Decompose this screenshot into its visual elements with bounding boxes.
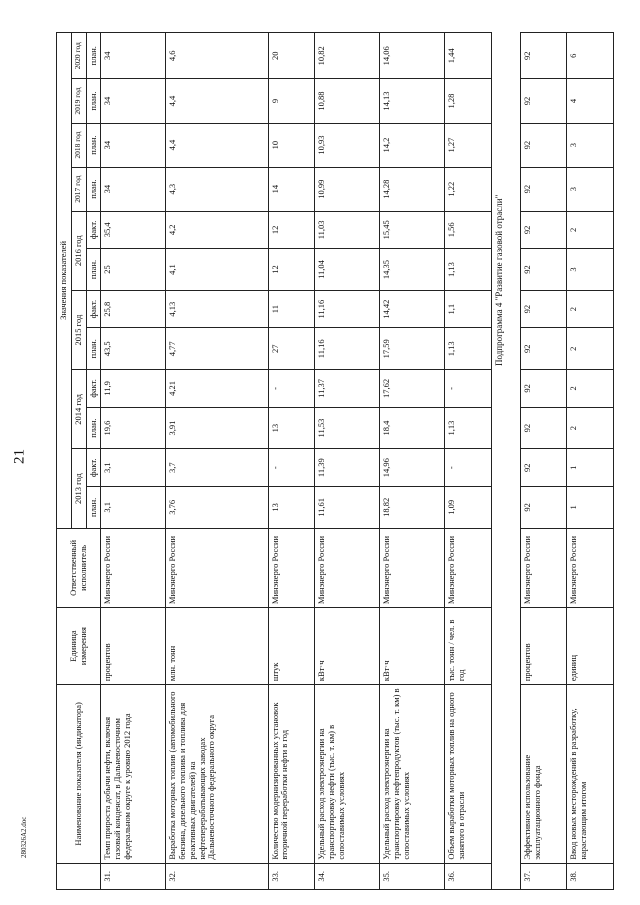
value-cell: 1,13 [445,249,492,291]
table-row [380,33,445,890]
value-cell: 2 [567,211,614,248]
value-cell: 14,35 [380,249,445,291]
value-cell: 4 [567,79,614,123]
value-cell: 13 [268,486,315,528]
subprogram-heading: Подпрограмма 4 "Развитие газовой отрасли" [491,33,520,529]
value-cell: 27 [268,328,315,370]
header-year-2015: 2015 год [71,290,86,369]
value-cell: - [445,370,492,407]
value-cell: 2 [567,370,614,407]
header-year-2020: 2020 год [71,33,86,80]
header-year-2013: 2013 год [71,449,86,528]
row-number: 37. [520,863,567,889]
value-cell: 25,8 [101,290,166,327]
value-cell: 11,37 [315,370,380,407]
value-cell: 20 [268,33,315,80]
value-cell: 4,6 [166,33,268,80]
table-header [57,33,101,890]
row-number: 36. [445,863,492,889]
value-cell: 92 [520,249,567,291]
value-cell: 4,3 [166,167,268,211]
value-cell: 3 [567,123,614,167]
header-plan: план. [86,407,101,449]
value-cell: 14,42 [380,290,445,327]
table-row [520,33,567,890]
header-plan: план. [86,249,101,291]
header-fact: факт. [86,449,101,486]
indicator-name: Выработка моторных топлив (автомобильного бензина, дизельного топлива и топлива для реактивных двигателей) на нефтеперерабатывающих заводах Дальневосточного федерального округа [166,685,268,863]
unit-of-measure: кВт·ч [315,608,380,685]
value-cell: 18,4 [380,407,445,449]
responsible-executor: Минэнерго России [445,528,492,607]
page-number: 21 [11,449,28,464]
header-year-2016: 2016 год [71,211,86,290]
value-cell: 4,2 [166,211,268,248]
footer-filename: 280326A2.doc [20,816,28,858]
value-cell: 10 [268,123,315,167]
value-cell: - [268,449,315,486]
value-cell: 12 [268,211,315,248]
unit-of-measure: процентов [520,608,567,685]
row-number: 31. [101,863,166,889]
value-cell: 3,1 [101,486,166,528]
value-cell: 10,88 [315,79,380,123]
value-cell: 92 [520,79,567,123]
unit-of-measure: единиц [567,608,614,685]
value-cell: 14,2 [380,123,445,167]
value-cell: 1,28 [445,79,492,123]
value-cell: 11,04 [315,249,380,291]
value-cell: 92 [520,211,567,248]
value-cell: 1,09 [445,486,492,528]
table-body [101,33,491,890]
row-number: 34. [315,863,380,889]
value-cell: 92 [520,290,567,327]
header-plan: план. [86,328,101,370]
value-cell: 1,1 [445,290,492,327]
value-cell: 11,16 [315,328,380,370]
value-cell: 13 [268,407,315,449]
value-cell: 19,6 [101,407,166,449]
value-cell: 15,45 [380,211,445,248]
value-cell: 4,21 [166,370,268,407]
value-cell: 34 [101,167,166,211]
value-cell: 35,4 [101,211,166,248]
value-cell: 11,61 [315,486,380,528]
value-cell: 10,93 [315,123,380,167]
table-body-2 [520,33,613,890]
header-year-2019: 2019 год [71,79,86,123]
subprogram-heading-row [491,33,520,890]
header-num [57,863,101,889]
value-cell: 92 [520,370,567,407]
value-cell: 34 [101,33,166,80]
value-cell: 4,77 [166,328,268,370]
value-cell: 3,1 [101,449,166,486]
unit-of-measure: кВт·ч [380,608,445,685]
responsible-executor: Минэнерго России [268,528,315,607]
header-fact: факт. [86,211,101,248]
row-number: 35. [380,863,445,889]
header-plan: план. [86,123,101,167]
table-row [166,33,268,890]
unit-of-measure: тыс. тонн / чел. в год [445,608,492,685]
header-fact: факт. [86,290,101,327]
value-cell: 11,9 [101,370,166,407]
value-cell: 17,62 [380,370,445,407]
table-row [268,33,315,890]
value-cell: 92 [520,328,567,370]
header-plan: план. [86,33,101,80]
indicator-name: Удельный расход электроэнергии на транспортировку нефтепродуктов (тыс. т. км) в сопоставимых условиях [380,685,445,863]
value-cell: 4,1 [166,249,268,291]
value-cell: 1,13 [445,407,492,449]
header-plan: план. [86,486,101,528]
value-cell: 6 [567,33,614,80]
indicator-name: Эффективное использование эксплуатационного фонда [520,685,567,863]
header-year-2017: 2017 год [71,167,86,211]
value-cell: 92 [520,123,567,167]
value-cell: 1,22 [445,167,492,211]
row-number: 33. [268,863,315,889]
value-cell: 3 [567,167,614,211]
indicator-name: Ввод новых месторождений в разработку, нарастающим итогом [567,685,614,863]
value-cell: 14,13 [380,79,445,123]
header-plan: план. [86,167,101,211]
responsible-executor: Минэнерго России [166,528,268,607]
value-cell: 12 [268,249,315,291]
value-cell: 3,7 [166,449,268,486]
unit-of-measure: млн. тонн [166,608,268,685]
header-year-2018: 2018 год [71,123,86,167]
value-cell: 4,4 [166,79,268,123]
value-cell: 11,39 [315,449,380,486]
value-cell: 14,28 [380,167,445,211]
responsible-executor: Минэнерго России [567,528,614,607]
value-cell: 4,4 [166,123,268,167]
unit-of-measure: процентов [101,608,166,685]
value-cell: 3 [567,249,614,291]
header-name: Наименование показателя (индикатора) [57,685,101,863]
value-cell: 25 [101,249,166,291]
value-cell: 92 [520,449,567,486]
value-cell: 14 [268,167,315,211]
header-values: Значения показателей [57,33,72,529]
value-cell: 1,44 [445,33,492,80]
unit-of-measure: штук [268,608,315,685]
value-cell: 11,03 [315,211,380,248]
header-unit: Единица измерения [57,608,101,685]
value-cell: 92 [520,167,567,211]
value-cell: 34 [101,123,166,167]
value-cell: 1,13 [445,328,492,370]
value-cell: 11 [268,290,315,327]
value-cell: 2 [567,407,614,449]
responsible-executor: Минэнерго России [380,528,445,607]
indicator-name: Количество модернизированных установок вторичной переработки нефти в год [268,685,315,863]
table-row [445,33,492,890]
table-row [567,33,614,890]
value-cell: 11,53 [315,407,380,449]
value-cell: 3,91 [166,407,268,449]
responsible-executor: Минэнерго России [520,528,567,607]
value-cell: 1,56 [445,211,492,248]
value-cell: 17,59 [380,328,445,370]
rotated-table-container [56,32,614,890]
value-cell: 92 [520,33,567,80]
value-cell: 10,82 [315,33,380,80]
header-responsible: Ответственный исполнитель [57,528,101,607]
responsible-executor: Минэнерго России [101,528,166,607]
indicator-name: Удельный расход электроэнергии на транспортировку нефти (тыс. т. км) в сопоставимых условиях [315,685,380,863]
row-number: 32. [166,863,268,889]
indicator-name: Объем выработки моторных топлив на одного занятого в отрасли [445,685,492,863]
responsible-executor: Минэнерго России [315,528,380,607]
value-cell: 1 [567,449,614,486]
value-cell: 14,06 [380,33,445,80]
value-cell: 92 [520,407,567,449]
value-cell: 92 [520,486,567,528]
value-cell: - [445,449,492,486]
value-cell: 14,96 [380,449,445,486]
indicator-name: Темп прироста добычи нефти, включая газовый конденсат, в Дальневосточном федеральном округе к уровню 2012 года [101,685,166,863]
value-cell: 34 [101,79,166,123]
value-cell: 3,76 [166,486,268,528]
value-cell: 1,27 [445,123,492,167]
value-cell: - [268,370,315,407]
subheading-body [491,33,520,890]
value-cell: 9 [268,79,315,123]
header-fact: факт. [86,370,101,407]
value-cell: 10,99 [315,167,380,211]
value-cell: 2 [567,290,614,327]
value-cell: 11,16 [315,290,380,327]
header-plan: план. [86,79,101,123]
row-number: 38. [567,863,614,889]
header-year-2014: 2014 год [71,370,86,449]
table-row [315,33,380,890]
table-row [101,33,166,890]
value-cell: 4,13 [166,290,268,327]
value-cell: 1 [567,486,614,528]
indicator-table [56,32,614,890]
value-cell: 43,5 [101,328,166,370]
value-cell: 2 [567,328,614,370]
value-cell: 18,82 [380,486,445,528]
